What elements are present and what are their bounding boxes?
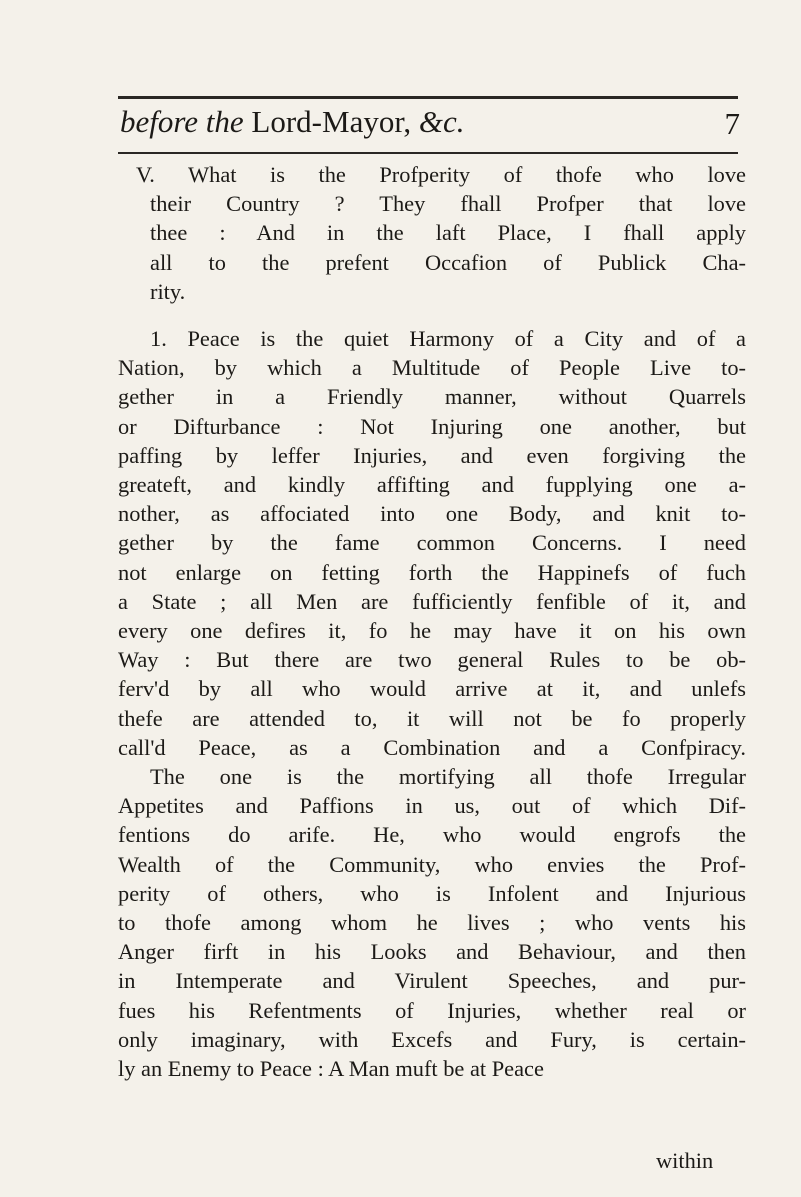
text-line: to thofe among whom he lives ; who vents his <box>118 910 746 936</box>
text-line: not enlarge on fetting forth the Happinefs of fuch <box>118 559 746 585</box>
text-line: gether by the fame common Concerns. I need <box>118 530 746 556</box>
text-line: Wealth of the Community, who envies the Prof- <box>118 851 746 877</box>
text-line: only imaginary, with Excefs and Fury, is certain- <box>118 1026 746 1052</box>
text-line: thee : And in the laft Place, I fhall apply <box>150 220 746 246</box>
text-line: all to the prefent Occafion of Publick Cha- <box>150 249 746 275</box>
paragraph-gap <box>118 306 746 324</box>
text-line: ferv'd by all who would arrive at it, and unlefs <box>118 676 746 702</box>
page-header <box>120 104 740 150</box>
page-number: 7 <box>724 106 740 141</box>
text-line: perity of others, who is Infolent and Injurious <box>118 880 746 906</box>
text-line: ly an Enemy to Peace : A Man muft be at Peace <box>118 1056 544 1082</box>
header-rule <box>118 152 738 154</box>
text-line: V. What is the Profperity of thofe who love <box>136 162 746 187</box>
text-line: gether in a Friendly manner, without Quarrels <box>118 384 746 410</box>
running-head-roman: Lord-Mayor, <box>243 104 419 139</box>
running-head-etc: &c. <box>418 104 465 139</box>
text-line: Anger firft in his Looks and Behaviour, and then <box>118 939 746 965</box>
text-line: rity. <box>150 278 186 304</box>
text-line: 1. Peace is the quiet Harmony of a City and of a <box>150 326 746 352</box>
text-line: every one defires it, fo he may have it on his own <box>118 618 746 644</box>
text-line: a State ; all Men are fufficiently fenfible of it, and <box>118 588 746 614</box>
paragraph-peace <box>118 324 746 1083</box>
text-line: thefe are attended to, it will not be fo properly <box>118 705 746 731</box>
text-line: The one is the mortifying all thofe Irregular <box>150 764 746 790</box>
text-line: or Difturbance : Not Injuring one another, but <box>118 413 746 439</box>
top-rule <box>118 96 738 99</box>
text-line: fentions do arife. He, who would engrofs the <box>118 822 746 848</box>
catchword: within <box>656 1148 714 1173</box>
text-line: fues his Refentments of Injuries, whether real or <box>118 997 746 1023</box>
text-line: Nation, by which a Multitude of People Live to- <box>118 355 746 381</box>
text-line: greateft, and kindly affifting and fupplying one a- <box>118 472 746 498</box>
text-line: in Intemperate and Virulent Speeches, and pur- <box>118 968 746 994</box>
text-line: Appetites and Paffions in us, out of which Dif- <box>118 793 746 819</box>
text-line: nother, as affociated into one Body, and knit to- <box>118 501 746 527</box>
body-text <box>118 160 746 1083</box>
paragraph-v <box>118 160 746 306</box>
text-line: Way : But there are two general Rules to be ob- <box>118 647 746 673</box>
text-line: call'd Peace, as a Combination and a Confpiracy. <box>118 734 746 760</box>
running-head-italic: before the <box>120 104 244 139</box>
text-line: their Country ? They fhall Profper that love <box>150 191 746 217</box>
text-line: paffing by leffer Injuries, and even forgiving the <box>118 442 746 468</box>
running-head <box>120 104 465 140</box>
